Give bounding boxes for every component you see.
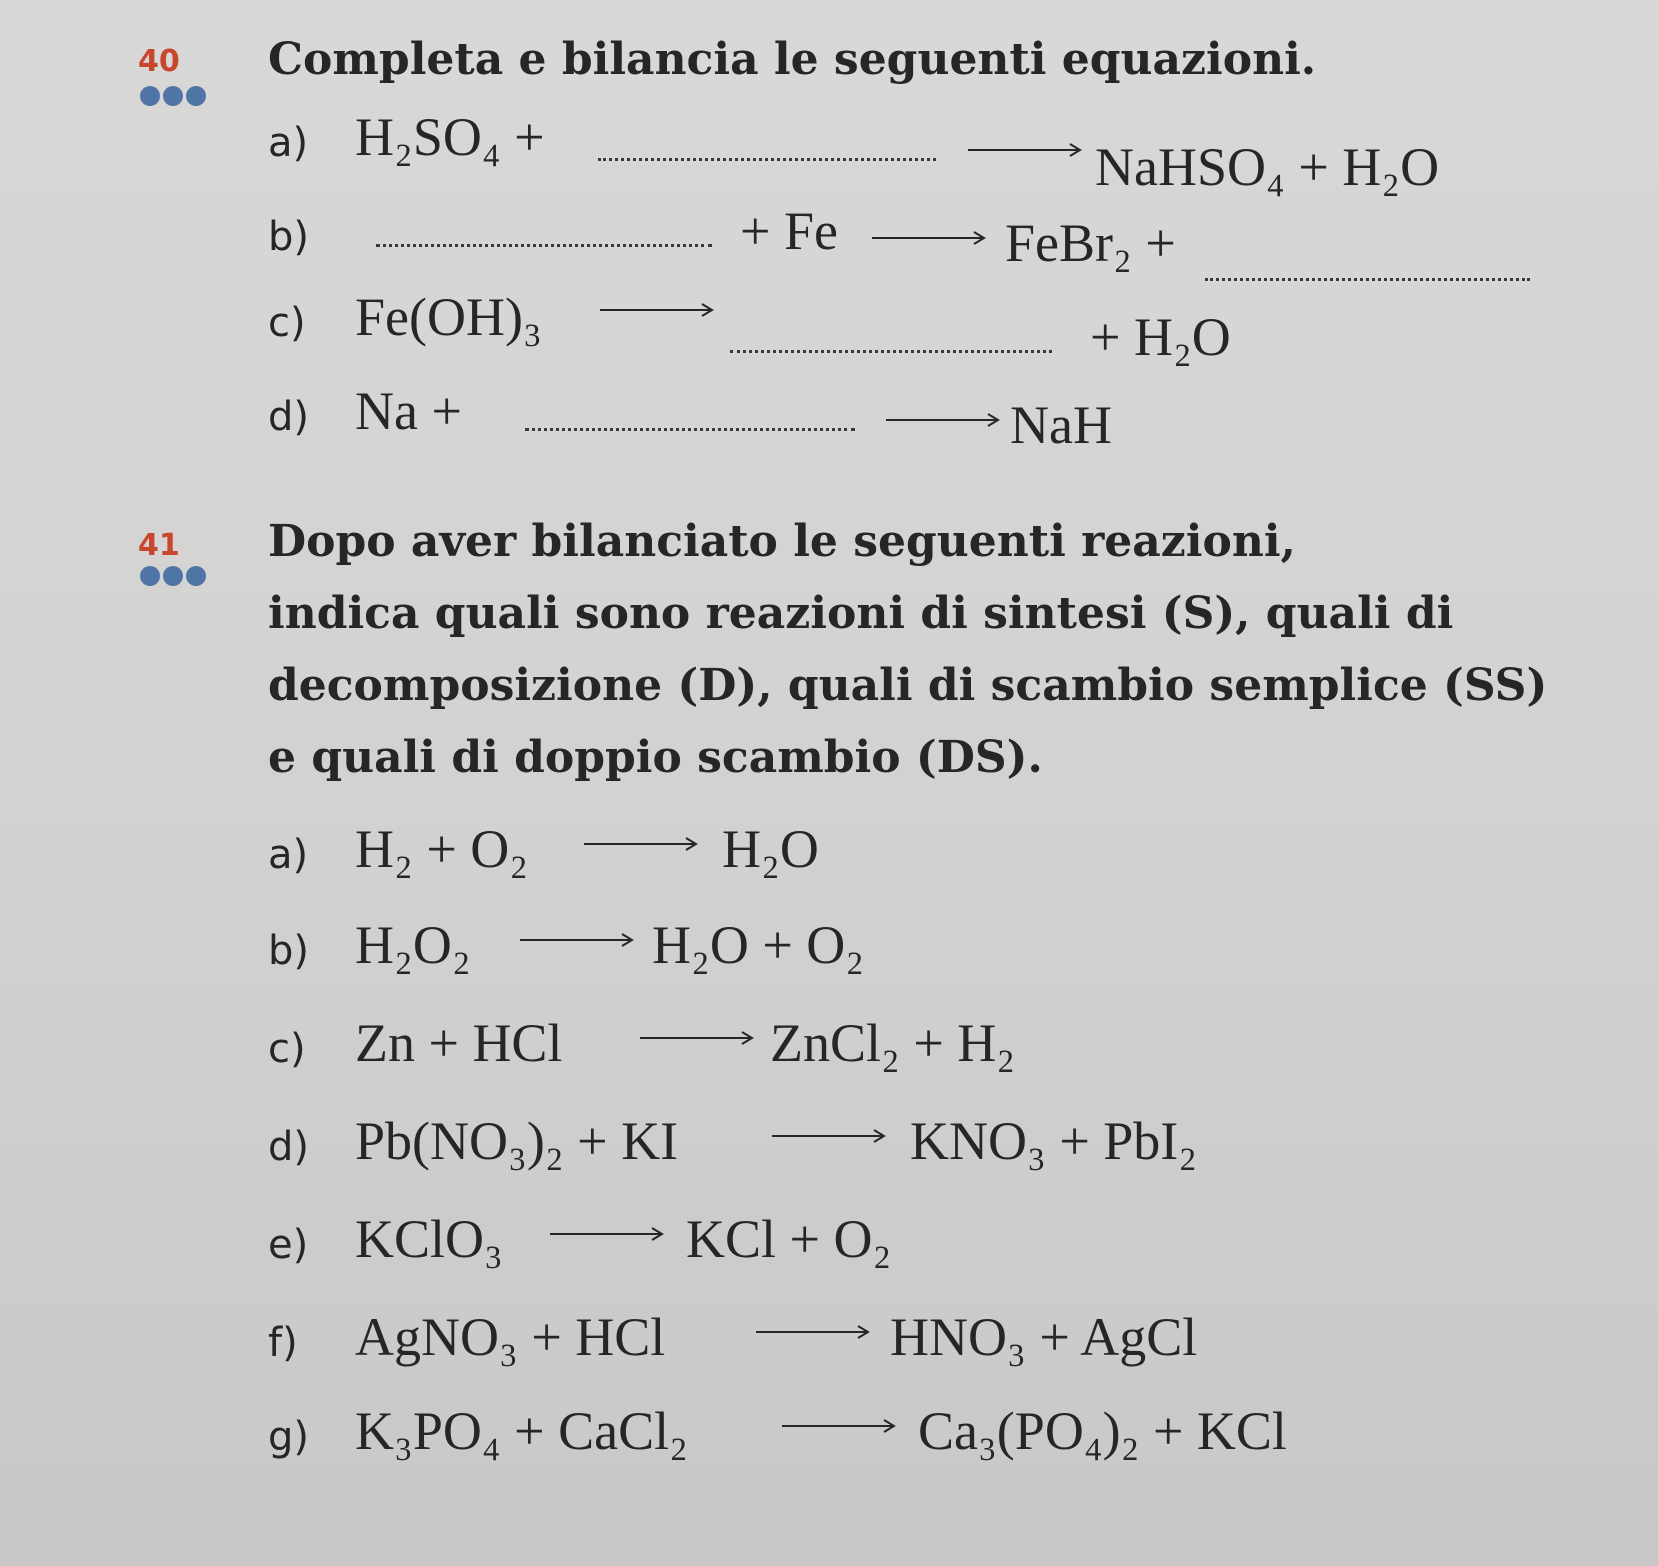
difficulty-dots-icon [140,566,209,590]
ex41-c-arrow-icon [638,1028,758,1048]
ex40-b-blank-1 [376,244,712,247]
ex40-label-c: c) [268,300,306,346]
ex41-a-left: H₂ + O₂ [355,819,529,879]
ex41-f-right: HNO₃ + AgCl [890,1307,1198,1367]
ex41-b-left: H₂O₂ [355,915,471,975]
ex41-e-arrow-icon [548,1224,668,1244]
ex41-label-c: c) [268,1026,306,1072]
ex41-label-d: d) [268,1124,309,1170]
ex41-label-f: f) [268,1320,298,1366]
ex41-b-arrow-icon [518,930,638,950]
ex40-d-right: NaH [1010,395,1112,455]
ex41-label-g: g) [268,1414,309,1460]
ex41-c-left: Zn + HCl [355,1013,563,1073]
ex40-d-arrow-icon [884,410,1004,430]
ex41-d-right: KNO₃ + PbI₂ [910,1111,1198,1171]
exercise-number-40: 40 [138,44,180,79]
ex40-b-right: FeBr₂ + [1005,213,1176,273]
ex41-f-arrow-icon [754,1322,874,1342]
ex40-label-d: d) [268,394,309,440]
ex40-b-blank-2 [1205,278,1530,281]
ex40-label-a: a) [268,120,309,166]
exercise-41-title-line-1: Dopo aver bilanciato le seguenti reazioni, [268,516,1296,567]
ex41-c-right: ZnCl₂ + H₂ [770,1013,1016,1073]
ex41-g-right: Ca₃(PO₄)₂ + KCl [918,1401,1287,1461]
ex40-b-mid: + Fe [740,201,838,261]
ex40-d-left: Na + [355,381,462,441]
ex40-c-arrow-icon [598,300,718,320]
exercise-40-title: Completa e bilancia le seguenti equazioni. [268,34,1317,85]
ex41-g-left: K₃PO₄ + CaCl₂ [355,1401,688,1461]
ex40-b-arrow-icon [870,228,990,248]
ex40-label-b: b) [268,214,309,260]
ex41-f-left: AgNO₃ + HCl [355,1307,666,1367]
ex41-e-left: KClO₃ [355,1209,503,1269]
ex41-a-right: H₂O [722,819,819,879]
ex41-g-arrow-icon [780,1416,900,1436]
exercise-41-title-line-4: e quali di doppio scambio (DS). [268,732,1043,783]
ex41-label-b: b) [268,928,309,974]
exercise-41-title-line-3: decomposizione (D), quali di scambio semplice (SS) [268,660,1548,711]
ex41-d-left: Pb(NO₃)₂ + KI [355,1111,679,1171]
ex40-a-left: H₂SO₄ + [355,107,545,167]
ex41-a-arrow-icon [582,834,702,854]
ex40-c-right: + H₂O [1090,307,1231,367]
ex41-d-arrow-icon [770,1126,890,1146]
ex41-b-right: H₂O + O₂ [652,915,865,975]
ex41-label-a: a) [268,832,309,878]
ex40-a-right: NaHSO₄ + H₂O [1095,137,1440,197]
ex41-e-right: KCl + O₂ [686,1209,892,1269]
ex40-a-blank [598,158,936,161]
ex40-d-blank [525,428,855,431]
difficulty-dots-icon [140,86,209,110]
ex40-c-blank [730,350,1052,353]
ex41-label-e: e) [268,1222,309,1268]
exercise-number-41: 41 [138,528,180,563]
ex40-a-arrow-icon [966,140,1086,160]
exercise-41-title-line-2: indica quali sono reazioni di sintesi (S), quali di [268,588,1454,639]
ex40-c-left: Fe(OH)₃ [355,287,542,347]
